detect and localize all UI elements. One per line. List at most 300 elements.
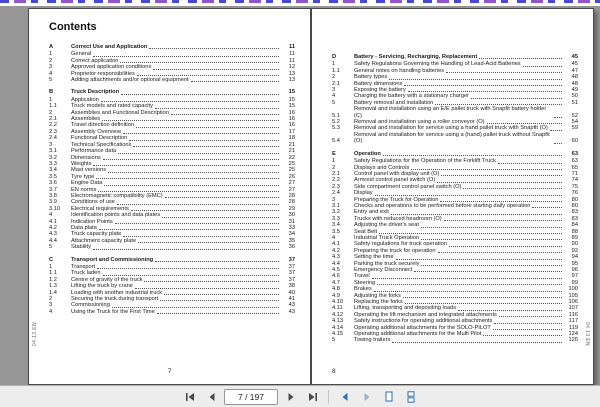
toc-dot-leader <box>404 85 562 86</box>
toc-entry-pagenum: 29 <box>288 205 295 212</box>
toc-dot-leader <box>421 265 562 266</box>
toc-entry-pagenum: 48 <box>571 74 578 81</box>
toc-dot-leader <box>103 275 279 276</box>
toc-entry-title: Identification points and data plates <box>71 212 161 219</box>
toc-entry-middle <box>71 77 281 83</box>
toc-entry-middle <box>354 132 564 145</box>
toc-entry-pagenum: 43 <box>288 302 295 309</box>
toc-dot-leader <box>383 155 562 156</box>
toc-entry-number: 4.12 <box>332 311 344 318</box>
toc-entry-number: 4.1 <box>332 241 340 248</box>
previous-page-button[interactable] <box>202 388 221 406</box>
toc-entry-title: Correct application <box>71 57 119 64</box>
toc-dot-leader <box>136 127 279 128</box>
toc-entry-number: 4 <box>49 308 53 315</box>
toc-entry-title: Operating additional attachments for the SOLO-PILOT <box>354 324 491 331</box>
toc-dot-leader <box>153 69 279 70</box>
toc-dot-leader <box>102 120 279 121</box>
toc-entry-number: 3.1 <box>332 202 340 209</box>
toc-entry-pagenum: 96 <box>571 267 578 273</box>
toc-entry-number: 4.5 <box>332 267 340 273</box>
toc-entry-title: Correct Use and Application <box>71 44 148 50</box>
toc-entry-title: Approved application conditions <box>71 64 152 71</box>
toc-entry-title: Exposing the battery <box>354 87 406 94</box>
toc-dot-leader <box>421 227 562 228</box>
toc-entry-number: 2.3 <box>332 183 340 190</box>
toc-entry-pagenum: 30 <box>288 212 295 219</box>
toc-entry-pagenum: 47 <box>571 67 578 74</box>
toc-entry-number: 2.3 <box>49 128 57 135</box>
toc-dot-leader <box>149 48 279 49</box>
toc-entry-number: 5.4 <box>332 138 340 145</box>
toc-dot-leader <box>103 159 279 160</box>
toc-entry-number: 3.7 <box>49 186 57 193</box>
toc-entry-pagenum: 76 <box>571 190 578 197</box>
toc-entry-title: Assembly Overview <box>71 128 121 135</box>
toc-entry-title: Removal and installation using a roller conveyor (O) <box>354 119 485 126</box>
toc-entry <box>332 337 578 343</box>
toc-entry-number: 4.14 <box>332 324 344 331</box>
toc-entry-number: A <box>49 44 54 50</box>
toc-entry-title: Battery removal and installation <box>354 99 434 106</box>
toc-entry-pagenum: 17 <box>288 128 295 135</box>
toc-entry-title: General <box>71 51 92 58</box>
document-page-left <box>28 8 311 385</box>
toc-entry-number: 2 <box>332 74 336 81</box>
toc-entry-pagenum: 74 <box>571 177 578 184</box>
toc-dot-leader <box>104 185 279 186</box>
toc-dot-leader <box>532 207 562 208</box>
toc-entry-pagenum: 31 <box>288 218 295 225</box>
page-number-input[interactable]: 7 / 197 <box>224 389 278 405</box>
toc-entry-number: D <box>332 54 337 60</box>
toc-entry-pagenum: 107 <box>568 305 578 312</box>
toc-dot-leader <box>155 261 279 262</box>
toc-dot-leader <box>408 91 562 92</box>
toc-entry-pagenum: 12 <box>288 64 295 71</box>
previous-view-icon <box>340 392 350 402</box>
toc-dot-leader <box>93 165 279 166</box>
toc-dot-leader <box>414 271 562 272</box>
toc-dot-leader <box>554 143 562 144</box>
toc-entry-pagenum: 117 <box>568 318 578 325</box>
toc-entry-number: 4.10 <box>332 299 344 306</box>
toc-entry-pagenum: 51 <box>571 99 578 106</box>
toc-entry-number: 1.1 <box>49 103 57 110</box>
top-spacer <box>332 21 578 54</box>
toc-section-heading <box>49 44 295 50</box>
toc-entry-title: Transport and Commissioning <box>71 256 154 263</box>
clipped-header-link-text <box>0 0 600 6</box>
toc-entry-number: 2.2 <box>332 177 340 184</box>
toc-entry-number: 3.2 <box>332 209 340 216</box>
toc-entry-middle <box>71 244 281 250</box>
toc-entry-pagenum: 40 <box>288 289 295 296</box>
toc-dot-leader <box>405 303 562 304</box>
toc-entry-title: Control panel with display unit (O) <box>354 170 440 177</box>
toc-entry-title: Loading with another industrial truck <box>71 289 163 296</box>
toc-dot-leader <box>391 214 562 215</box>
toc-dot-leader <box>389 79 562 80</box>
toc-entry-middle <box>71 257 281 263</box>
toc-dot-leader <box>458 310 562 311</box>
toc-entry-title: Battery - Servicing, Recharging, Replacement <box>354 54 478 60</box>
toc-entry-number: 2.1 <box>49 116 57 123</box>
toc-entry-title: Functional Description <box>71 135 128 142</box>
toc-left-column <box>49 44 295 315</box>
toc-dot-leader <box>441 175 562 176</box>
toc-dot-leader <box>98 191 279 192</box>
toc-dot-leader <box>550 130 562 131</box>
toc-entry-middle <box>354 106 564 119</box>
toc-entry-number: 4 <box>49 70 53 77</box>
toc-entry-number: 4.4 <box>49 237 57 244</box>
document-spread <box>28 8 594 385</box>
toc-entry-pagenum: 13 <box>288 77 295 84</box>
toc-entry-pagenum: 63 <box>571 150 578 157</box>
next-page-icon <box>286 392 296 402</box>
toc-entry-number: 3 <box>332 87 336 94</box>
toc-section <box>49 44 295 83</box>
toc-dot-leader <box>493 329 562 330</box>
toc-entry-pagenum: 83 <box>571 209 578 216</box>
toc-entry-pagenum: 27 <box>288 186 295 193</box>
toc-section-heading <box>332 54 578 60</box>
toc-entry-pagenum: 90 <box>571 241 578 248</box>
toc-entry-pagenum: 21 <box>288 141 295 148</box>
toc-dot-leader <box>131 210 279 211</box>
toc-entry-number: 2.4 <box>332 190 340 197</box>
next-page-button[interactable] <box>281 388 300 406</box>
toc-entry-pagenum: 22 <box>288 154 295 161</box>
toc-entry-number: 2 <box>49 296 53 303</box>
toc-entry-title: Removal and installation for service using a (hand) pallet truck without Snapfit (O) <box>354 131 550 145</box>
toc-entry-pagenum: 21 <box>288 148 295 155</box>
toc-dot-leader <box>157 313 279 314</box>
last-page-button[interactable] <box>303 388 322 406</box>
toc-dot-leader <box>97 268 279 269</box>
toc-entry-middle <box>354 337 564 343</box>
toc-entry-number: 2 <box>49 109 53 116</box>
toc-entry-number: 2.1 <box>332 80 340 87</box>
toc-entry-pagenum: 16 <box>288 122 295 129</box>
toc-entry-number: 5.1 <box>332 112 340 119</box>
toc-dot-leader <box>494 323 562 324</box>
toc-entry-title: Travel <box>354 273 370 280</box>
toc-entry-pagenum: 105 <box>568 292 578 299</box>
toc-entry-number: 3.1 <box>49 148 57 155</box>
toc-entry-pagenum: 83 <box>571 215 578 222</box>
toc-entry-title: Using the Truck for the First Time <box>71 308 155 315</box>
toc-entry-number: 4.3 <box>332 254 340 261</box>
toc-entry-pagenum: 38 <box>288 283 295 290</box>
toc-dot-leader <box>120 62 279 63</box>
toc-entry-title: Mast versions <box>71 167 107 174</box>
toc-entry-number: 1 <box>49 264 53 270</box>
toc-entry-title: Travel direction definition <box>71 122 135 129</box>
toc-dot-leader <box>446 72 562 73</box>
toc-entry-title: Seat Belt <box>354 228 378 235</box>
toc-entry-title: Displays and Controls <box>354 164 410 171</box>
toc-dot-leader <box>483 335 562 336</box>
toc-entry-title: Performance data <box>71 148 117 155</box>
toc-entry-number: 1.2 <box>49 276 57 283</box>
toc-entry-title: Display <box>354 190 373 197</box>
toc-entry-title: Safety regulations for truck operation <box>354 241 447 248</box>
toc-dot-leader <box>523 66 562 67</box>
toc-dot-leader <box>438 252 562 253</box>
toc-right-column <box>332 54 578 344</box>
toc-entry-pagenum: 126 <box>568 337 578 344</box>
previous-view-button[interactable] <box>335 388 354 406</box>
toc-dot-leader <box>162 217 279 218</box>
toc-dot-leader <box>372 278 562 279</box>
toc-entry-number: 1 <box>49 96 53 103</box>
toc-entry-title: Adding attachments and/or optional equipment <box>71 77 189 84</box>
toc-entry-number: 3.3 <box>49 160 57 167</box>
toc-entry-number: 4.11 <box>332 305 343 312</box>
toc-entry-number: 3.4 <box>49 167 57 174</box>
toc-entry-number: 3 <box>49 141 53 148</box>
toc-entry-pagenum: 97 <box>571 273 578 280</box>
toc-entry-number: 3.9 <box>49 199 57 206</box>
toc-entry-title: Replacing the forks <box>354 299 403 306</box>
toc-entry-number: 1 <box>49 51 53 58</box>
toc-dot-leader <box>444 220 562 221</box>
toc-entry-number: 4.1 <box>49 218 57 225</box>
toc-entry-number: C <box>49 256 54 263</box>
toc-entry-number: 5.2 <box>332 119 340 126</box>
edition-mark-right: 04.13 EN <box>584 321 590 346</box>
next-view-icon <box>362 392 372 402</box>
toc-entry-pagenum: 25 <box>288 167 295 174</box>
toc-entry-title: Centre of gravity of the truck <box>71 276 143 283</box>
toc-entry-number: 3.4 <box>332 222 340 229</box>
toc-entry-number: 1.3 <box>49 283 57 290</box>
toc-entry-title: Towing trailers <box>354 337 391 344</box>
toc-dot-leader <box>137 75 279 76</box>
toc-entry-number: 4 <box>49 212 53 219</box>
toc-entry-number: E <box>332 150 336 157</box>
toc-entry-title: Lifting the truck by crane <box>71 283 133 290</box>
toc-dot-leader <box>377 284 562 285</box>
toc-dot-leader <box>123 236 279 237</box>
toc-dot-leader <box>164 294 279 295</box>
toc-entry-number: 2.2 <box>49 122 57 129</box>
continuous-view-button[interactable] <box>401 388 420 406</box>
toc-entry-number: 3.6 <box>49 180 57 187</box>
toc-section <box>49 89 295 250</box>
toc-entry-title: Assemblies <box>71 116 101 123</box>
edition-mark-left: 04.13 EN <box>32 321 38 346</box>
toc-section <box>49 257 295 316</box>
toc-entry-title: Removal and installation using an E/E pallet truck with Snapfit battery holder (C) <box>354 106 547 119</box>
toc-entry-title: Truck capacity plate <box>71 231 122 238</box>
toc-entry-pagenum: 63 <box>571 158 578 165</box>
toc-entry-title: Industrial Truck Operation <box>354 234 420 241</box>
page-footer-number-right: 8 <box>332 368 336 375</box>
toc-dot-leader <box>138 242 279 243</box>
toc-entry-title: Engine Data <box>71 180 103 187</box>
toc-entry-middle <box>354 151 564 157</box>
toc-entry-number: 1.1 <box>49 270 57 277</box>
toc-entry-number: 5 <box>49 244 53 251</box>
toc-dot-leader <box>449 246 562 247</box>
toc-entry-title: Indication Points <box>71 218 113 225</box>
toc-entry-title: Preparing the truck for operation <box>354 247 436 254</box>
toc-dot-leader <box>435 104 562 105</box>
toc-dot-leader <box>375 195 562 196</box>
toc-entry-pagenum: 59 <box>571 125 578 132</box>
toc-entry-pagenum: 28 <box>288 192 295 199</box>
toc-entry-pagenum: 75 <box>571 183 578 190</box>
toc-entry <box>49 309 295 315</box>
toc-entry-number: 4 <box>332 93 336 100</box>
toc-section <box>332 54 578 145</box>
toc-section <box>332 151 578 344</box>
toc-entry-number: 1.4 <box>49 289 57 296</box>
toc-entry-middle <box>354 54 564 60</box>
toc-entry-number: 3 <box>49 302 53 309</box>
toc-dot-leader <box>487 123 562 124</box>
toc-dot-leader <box>135 288 279 289</box>
toc-entry-pagenum: 80 <box>571 196 578 203</box>
toc-entry-pagenum: 88 <box>571 228 578 235</box>
toc-entry-pagenum: 54 <box>571 119 578 126</box>
toc-entry-pagenum: 94 <box>571 254 578 261</box>
toc-entry-number: 3 <box>332 196 336 203</box>
toc-dot-leader <box>463 188 562 189</box>
toc-entry <box>332 106 578 119</box>
toc-dot-leader <box>421 239 562 240</box>
toc-entry-title: Truck models and rated capacity <box>71 103 153 110</box>
toc-dot-leader <box>96 178 279 179</box>
toc-entry-pagenum: 37 <box>288 256 295 263</box>
toc-entry-pagenum: 45 <box>571 54 578 60</box>
toc-entry-pagenum: 37 <box>288 264 295 270</box>
toc-dot-leader <box>117 204 279 205</box>
toc-entry-title: General notes on handling batteries <box>354 67 445 74</box>
toc-entry-title: Electrical requirements <box>71 205 129 212</box>
toc-entry-number: 4.3 <box>49 231 57 238</box>
toc-dot-leader <box>101 101 279 102</box>
toc-dot-leader <box>93 56 279 57</box>
single-page-view-button[interactable] <box>379 388 398 406</box>
toc-entry-pagenum: 89 <box>571 234 578 241</box>
toc-entry-number: 1 <box>332 61 336 68</box>
toc-entry-title: Tyre type <box>71 173 95 180</box>
viewer-bottom-toolbar <box>0 385 600 407</box>
toc-entry-number: 3.8 <box>49 192 57 199</box>
toc-entry-number: 2.4 <box>49 135 57 142</box>
last-page-icon <box>308 392 318 402</box>
toc-entry-title: Brakes <box>354 286 372 293</box>
next-view-button[interactable] <box>357 388 376 406</box>
toc-entry-pagenum: 25 <box>288 160 295 167</box>
toc-entry-pagenum: 106 <box>568 299 578 306</box>
first-page-button[interactable] <box>180 388 199 406</box>
toc-entry-title: Commissioning <box>71 302 110 309</box>
toc-entry <box>49 244 295 250</box>
toc-section-heading <box>49 257 295 263</box>
toc-dot-leader <box>133 146 279 147</box>
toc-entry-pagenum: 49 <box>571 87 578 94</box>
toc-entry-pagenum: 26 <box>288 173 295 180</box>
toc-entry-title: Application <box>71 96 99 103</box>
toc-entry-title: Trucks with reduced headroom (O) <box>354 215 442 222</box>
toc-entry-number: 4.4 <box>332 260 340 267</box>
contents-title: Contents <box>49 21 97 33</box>
toc-entry-title: Electromagnetic compatibility (EMC) <box>71 192 163 199</box>
toc-entry-pagenum: 92 <box>571 247 578 254</box>
toc-dot-leader <box>440 201 562 202</box>
toc-entry-title: Truck Description <box>71 89 120 96</box>
toc-entry-pagenum: 119 <box>568 324 578 331</box>
first-page-icon <box>185 392 195 402</box>
toc-entry-title: Lifting, transporting and depositing loads <box>354 305 457 312</box>
toc-entry-pagenum: 18 <box>288 135 295 142</box>
toc-entry-number: 4.8 <box>332 286 340 293</box>
toc-entry-pagenum: 33 <box>288 224 295 231</box>
toc-entry-title: Battery dimensions <box>354 80 403 87</box>
toc-entry-pagenum: 11 <box>288 44 295 50</box>
toc-entry-title: Emergency Disconnect <box>354 267 413 273</box>
toc-entry-pagenum: 124 <box>568 331 578 338</box>
toc-dot-leader <box>160 300 279 301</box>
toc-entry-pagenum: 15 <box>288 89 295 96</box>
toc-dot-leader <box>165 197 279 198</box>
toc-entry-title: Adjusting the driver's seat <box>354 222 419 229</box>
toc-entry-title: Safety Regulations for the Operation of the Forklift Truck <box>354 158 496 165</box>
toc-entry-title: Technical Specifications <box>71 141 132 148</box>
toc-entry-title: Operation <box>354 150 381 157</box>
toc-entry-title: Checks and operations to be performed before starting daily operation <box>354 202 531 209</box>
toc-entry-title: Conditions of use <box>71 199 115 206</box>
toc-entry-number: 2.1 <box>332 170 340 177</box>
toc-entry-pagenum: 27 <box>288 180 295 187</box>
toc-entry-title: Securing the truck during transport <box>71 296 159 303</box>
toc-dot-leader <box>392 342 562 343</box>
toc-entry-title: Entry and exit <box>354 209 389 216</box>
toc-entry-title: Weights <box>71 160 92 167</box>
toc-entry-number: 4.15 <box>332 331 344 338</box>
toc-entry-title: Safety instructions for operating additional attachments <box>354 318 493 325</box>
toc-entry-pagenum: 37 <box>288 276 295 283</box>
toc-entry-number: 4.13 <box>332 318 344 325</box>
toc-entry-title: Operating additional attachments for the Multi Pilot <box>354 331 482 338</box>
toc-entry-number: 3.5 <box>49 173 57 180</box>
toc-entry-pagenum: 15 <box>288 96 295 103</box>
toc-entry-pagenum: 65 <box>571 164 578 171</box>
toc-dot-leader <box>144 281 279 282</box>
toc-dot-leader <box>374 291 562 292</box>
toc-dot-leader <box>191 81 279 82</box>
toc-entry-pagenum: 41 <box>288 296 295 303</box>
toc-dot-leader <box>379 233 562 234</box>
toc-entry-number: B <box>49 89 54 96</box>
toc-entry-title: Assemblies and Functional Description <box>71 109 169 116</box>
toc-entry-pagenum: 50 <box>571 93 578 100</box>
toc-entry-pagenum: 13 <box>288 70 295 77</box>
toc-entry-title: Safety Regulations Governing the Handling of Lead-Acid Batteries <box>354 61 521 68</box>
toc-entry-title: Transport <box>71 264 96 270</box>
toc-entry-number: 3.5 <box>332 228 340 235</box>
toc-dot-leader <box>499 316 562 317</box>
toc-entry-pagenum: 80 <box>571 202 578 209</box>
toc-entry-title: Steering <box>354 279 376 286</box>
toc-entry <box>332 132 578 145</box>
toc-entry-number: 4.2 <box>332 247 340 254</box>
